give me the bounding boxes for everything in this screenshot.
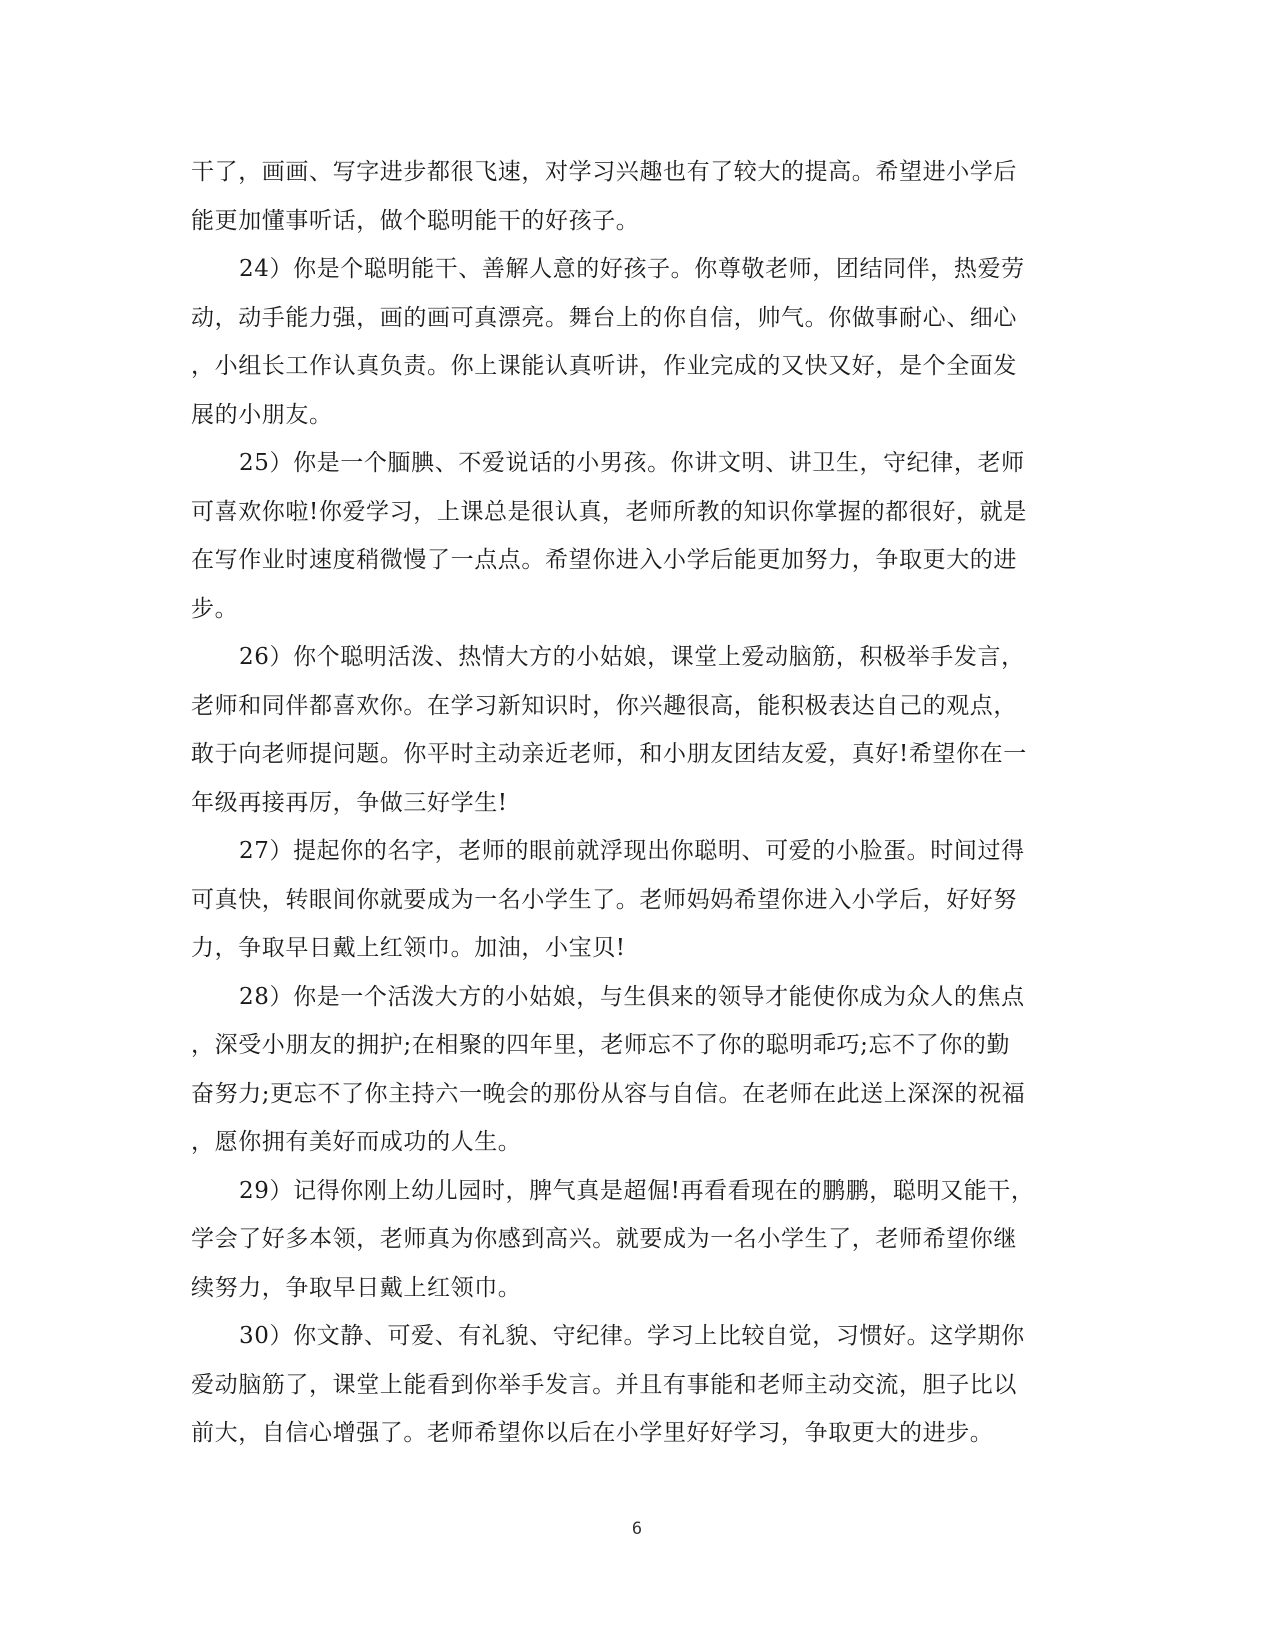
page-number: 6 [631, 1519, 643, 1539]
paragraph-29 [191, 1167, 1084, 1313]
text-line: ，小组长工作认真负责。你上课能认真听讲，作业完成的又快又好，是个全面发 [191, 353, 1017, 379]
text-line: 在写作业时速度稍微慢了一点点。希望你进入小学后能更加努力，争取更大的进 [191, 547, 1017, 573]
text-line: 爱动脑筋了，课堂上能看到你举手发言。并且有事能和老师主动交流，胆子比以 [191, 1371, 1017, 1398]
text-line: 25）你是一个腼腆、不爱说话的小男孩。你讲文明、讲卫生，守纪律，老师 [239, 450, 1025, 476]
text-line: 年级再接再厉，争做三好学生! [191, 789, 508, 816]
text-line: 续努力，争取早日戴上红领巾。 [191, 1274, 522, 1301]
text-line: 27）提起你的名字，老师的眼前就浮现出你聪明、可爱的小脸蛋。时间过得 [239, 838, 1025, 864]
text-line: 步。 [191, 595, 239, 622]
text-line: 学会了好多本领，老师真为你感到高兴。就要成为一名小学生了，老师希望你继 [191, 1226, 1017, 1252]
text-line: 敢于向老师提问题。你平时主动亲近老师，和小朋友团结友爱，真好!希望你在一 [191, 741, 1027, 767]
paragraph-28 [191, 973, 1084, 1167]
text-line: 可真快，转眼间你就要成为一名小学生了。老师妈妈希望你进入小学后，好好努 [191, 886, 1017, 913]
text-line: 老师和同伴都喜欢你。在学习新知识时，你兴趣很高，能积极表达自己的观点， [191, 692, 1017, 719]
paragraph-30 [191, 1312, 1084, 1458]
paragraph-26 [191, 633, 1084, 827]
text-line: 26）你个聪明活泼、热情大方的小姑娘，课堂上爱动脑筋，积极举手发言， [239, 644, 1025, 670]
text-line: 力，争取早日戴上红领巾。加油，小宝贝! [191, 935, 626, 961]
body-text [191, 148, 1084, 1458]
text-line: ，愿你拥有美好而成功的人生。 [191, 1129, 522, 1155]
text-line: 奋努力;更忘不了你主持六一晚会的那份从容与自信。在老师在此送上深深的祝福 [191, 1080, 1026, 1107]
text-line: ，深受小朋友的拥护;在相聚的四年里，老师忘不了你的聪明乖巧;忘不了你的勤 [191, 1032, 1011, 1058]
paragraph-continuation [191, 148, 1084, 245]
text-line: 28）你是一个活泼大方的小姑娘，与生俱来的领导才能使你成为众人的焦点 [239, 983, 1025, 1010]
text-line: 能更加懂事听话，做个聪明能干的好孩子。 [191, 207, 640, 234]
text-line: 30）你文静、可爱、有礼貌、守纪律。学习上比较自觉，习惯好。这学期你 [239, 1323, 1025, 1349]
paragraph-27 [191, 827, 1084, 973]
text-line: 展的小朋友。 [191, 401, 333, 428]
text-line: 29）记得你刚上幼儿园时，脾气真是超倔!再看看现在的鹏鹏，聪明又能干， [239, 1177, 1035, 1204]
text-line: 动，动手能力强，画的画可真漂亮。舞台上的你自信，帅气。你做事耐心、细心 [191, 304, 1017, 331]
text-line: 前大，自信心增强了。老师希望你以后在小学里好好学习，争取更大的进步。 [191, 1420, 994, 1446]
paragraph-25 [191, 439, 1084, 633]
paragraph-24 [191, 245, 1084, 439]
text-line: 可喜欢你啦!你爱学习，上课总是很认真，老师所教的知识你掌握的都很好，就是 [191, 498, 1027, 525]
text-line: 干了，画画、写字进步都很飞速，对学习兴趣也有了较大的提高。希望进小学后 [191, 159, 1017, 185]
text-line: 24）你是个聪明能干、善解人意的好孩子。你尊敬老师，团结同伴，热爱劳 [239, 256, 1025, 282]
